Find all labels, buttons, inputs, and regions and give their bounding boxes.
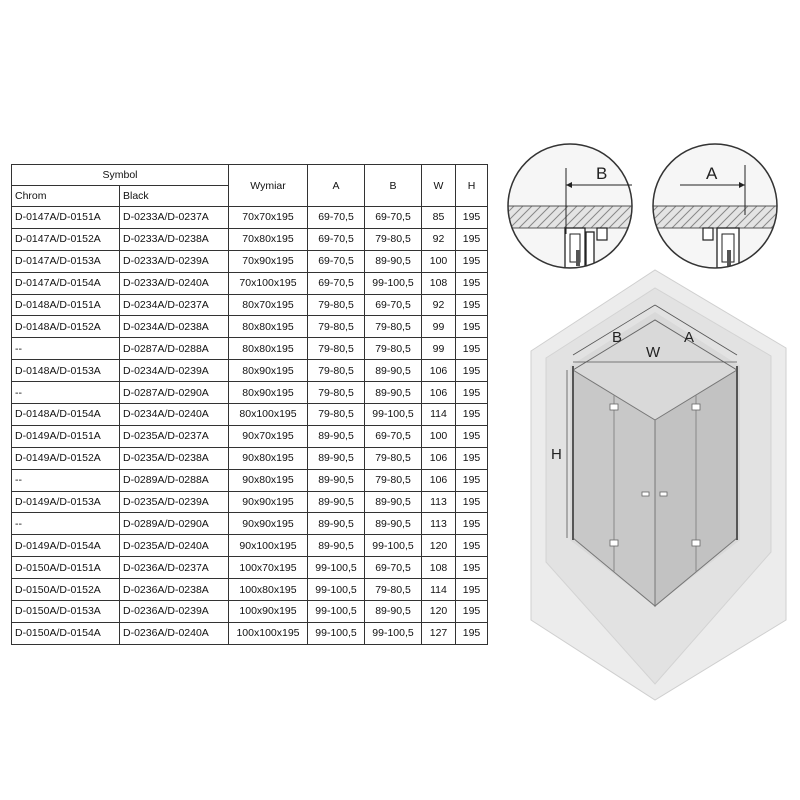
cell-h: 195: [456, 360, 488, 382]
cell-w: 106: [422, 447, 456, 469]
cell-h: 195: [456, 207, 488, 229]
cell-chrom: D-0147A/D-0154A: [12, 272, 120, 294]
header-w: W: [422, 165, 456, 207]
cell-a: 69-70,5: [308, 207, 365, 229]
cell-w: 120: [422, 535, 456, 557]
cell-a: 99-100,5: [308, 601, 365, 623]
cell-b: 79-80,5: [365, 316, 422, 338]
cell-chrom: D-0148A/D-0151A: [12, 294, 120, 316]
cell-black: D-0234A/D-0237A: [120, 294, 229, 316]
cell-black: D-0236A/D-0239A: [120, 601, 229, 623]
cell-wymiar: 80x70x195: [229, 294, 308, 316]
cell-black: D-0235A/D-0240A: [120, 535, 229, 557]
cell-black: D-0236A/D-0238A: [120, 579, 229, 601]
cell-chrom: D-0149A/D-0153A: [12, 491, 120, 513]
shower-enclosure-isometric: [531, 270, 786, 700]
cell-wymiar: 90x70x195: [229, 425, 308, 447]
cell-a: 99-100,5: [308, 579, 365, 601]
cell-w: 108: [422, 272, 456, 294]
cell-w: 106: [422, 382, 456, 404]
iso-b-label: B: [612, 329, 623, 346]
cell-w: 92: [422, 228, 456, 250]
cell-a: 89-90,5: [308, 513, 365, 535]
iso-h-label: H: [551, 446, 562, 463]
cell-black: D-0234A/D-0238A: [120, 316, 229, 338]
cell-chrom: D-0149A/D-0152A: [12, 447, 120, 469]
cell-wymiar: 100x80x195: [229, 579, 308, 601]
cell-h: 195: [456, 469, 488, 491]
cell-h: 195: [456, 425, 488, 447]
cell-w: 106: [422, 469, 456, 491]
cell-w: 113: [422, 513, 456, 535]
cell-chrom: D-0148A/D-0154A: [12, 404, 120, 426]
cell-a: 69-70,5: [308, 228, 365, 250]
cell-h: 195: [456, 513, 488, 535]
cell-black: D-0236A/D-0237A: [120, 557, 229, 579]
cell-wymiar: 70x80x195: [229, 228, 308, 250]
cell-chrom: D-0149A/D-0154A: [12, 535, 120, 557]
header-wymiar: Wymiar: [229, 165, 308, 207]
cell-w: 106: [422, 360, 456, 382]
cell-h: 195: [456, 447, 488, 469]
cell-wymiar: 90x80x195: [229, 447, 308, 469]
cell-b: 69-70,5: [365, 557, 422, 579]
cell-b: 99-100,5: [365, 622, 422, 644]
cell-wymiar: 80x80x195: [229, 316, 308, 338]
header-b: B: [365, 165, 422, 207]
cell-w: 85: [422, 207, 456, 229]
header-black: Black: [120, 186, 229, 207]
cell-w: 108: [422, 557, 456, 579]
cell-b: 79-80,5: [365, 579, 422, 601]
detail-b-label: B: [596, 164, 608, 183]
cell-h: 195: [456, 250, 488, 272]
cell-a: 89-90,5: [308, 425, 365, 447]
cell-h: 195: [456, 557, 488, 579]
cell-b: 79-80,5: [365, 447, 422, 469]
cell-b: 89-90,5: [365, 513, 422, 535]
cell-wymiar: 80x100x195: [229, 404, 308, 426]
iso-w-label: W: [646, 344, 661, 361]
cell-a: 79-80,5: [308, 338, 365, 360]
cell-h: 195: [456, 404, 488, 426]
cell-chrom: D-0147A/D-0153A: [12, 250, 120, 272]
cell-w: 99: [422, 338, 456, 360]
cell-black: D-0287A/D-0290A: [120, 382, 229, 404]
cell-b: 99-100,5: [365, 272, 422, 294]
cell-b: 89-90,5: [365, 360, 422, 382]
cell-chrom: D-0147A/D-0151A: [12, 207, 120, 229]
cell-h: 195: [456, 294, 488, 316]
cell-wymiar: 90x80x195: [229, 469, 308, 491]
cell-chrom: --: [12, 382, 120, 404]
cell-h: 195: [456, 579, 488, 601]
cell-a: 79-80,5: [308, 294, 365, 316]
detail-circle-a: [645, 140, 785, 280]
cell-w: 127: [422, 622, 456, 644]
cell-black: D-0289A/D-0288A: [120, 469, 229, 491]
cell-w: 114: [422, 404, 456, 426]
cell-a: 69-70,5: [308, 272, 365, 294]
cell-a: 89-90,5: [308, 535, 365, 557]
header-symbol: Symbol: [12, 165, 229, 186]
cell-wymiar: 80x90x195: [229, 360, 308, 382]
cell-h: 195: [456, 382, 488, 404]
cell-a: 89-90,5: [308, 469, 365, 491]
cell-chrom: D-0147A/D-0152A: [12, 228, 120, 250]
detail-a-label: A: [706, 164, 718, 183]
cell-w: 100: [422, 250, 456, 272]
cell-wymiar: 90x90x195: [229, 513, 308, 535]
cell-w: 100: [422, 425, 456, 447]
cell-chrom: D-0149A/D-0151A: [12, 425, 120, 447]
cell-black: D-0236A/D-0240A: [120, 622, 229, 644]
cell-h: 195: [456, 622, 488, 644]
cell-chrom: D-0150A/D-0152A: [12, 579, 120, 601]
cell-h: 195: [456, 228, 488, 250]
cell-w: 120: [422, 601, 456, 623]
cell-a: 99-100,5: [308, 622, 365, 644]
cell-h: 195: [456, 601, 488, 623]
cell-wymiar: 70x90x195: [229, 250, 308, 272]
cell-b: 89-90,5: [365, 250, 422, 272]
cell-chrom: D-0150A/D-0151A: [12, 557, 120, 579]
cell-black: D-0235A/D-0237A: [120, 425, 229, 447]
cell-black: D-0233A/D-0237A: [120, 207, 229, 229]
detail-circle-b: [500, 140, 640, 280]
header-a: A: [308, 165, 365, 207]
cell-wymiar: 100x100x195: [229, 622, 308, 644]
cell-b: 69-70,5: [365, 425, 422, 447]
cell-black: D-0234A/D-0239A: [120, 360, 229, 382]
cell-black: D-0235A/D-0239A: [120, 491, 229, 513]
cell-black: D-0233A/D-0239A: [120, 250, 229, 272]
cell-b: 89-90,5: [365, 382, 422, 404]
cell-chrom: --: [12, 513, 120, 535]
cell-a: 79-80,5: [308, 316, 365, 338]
cell-chrom: D-0148A/D-0153A: [12, 360, 120, 382]
header-chrom: Chrom: [12, 186, 120, 207]
cell-b: 79-80,5: [365, 228, 422, 250]
cell-wymiar: 70x100x195: [229, 272, 308, 294]
cell-black: D-0233A/D-0240A: [120, 272, 229, 294]
cell-a: 69-70,5: [308, 250, 365, 272]
cell-wymiar: 80x80x195: [229, 338, 308, 360]
cell-w: 114: [422, 579, 456, 601]
cell-b: 69-70,5: [365, 207, 422, 229]
cell-b: 79-80,5: [365, 338, 422, 360]
cell-h: 195: [456, 491, 488, 513]
cell-b: 99-100,5: [365, 404, 422, 426]
cell-wymiar: 100x90x195: [229, 601, 308, 623]
cell-w: 92: [422, 294, 456, 316]
cell-a: 89-90,5: [308, 491, 365, 513]
cell-w: 99: [422, 316, 456, 338]
cell-chrom: --: [12, 469, 120, 491]
cell-chrom: D-0148A/D-0152A: [12, 316, 120, 338]
header-h: H: [456, 165, 488, 207]
cell-wymiar: 70x70x195: [229, 207, 308, 229]
cell-black: D-0233A/D-0238A: [120, 228, 229, 250]
cell-h: 195: [456, 338, 488, 360]
iso-a-label: A: [684, 329, 695, 346]
cell-black: D-0235A/D-0238A: [120, 447, 229, 469]
cell-b: 99-100,5: [365, 535, 422, 557]
cell-b: 89-90,5: [365, 491, 422, 513]
cell-h: 195: [456, 535, 488, 557]
cell-h: 195: [456, 316, 488, 338]
cell-wymiar: 90x100x195: [229, 535, 308, 557]
cell-a: 89-90,5: [308, 447, 365, 469]
cell-w: 113: [422, 491, 456, 513]
cell-b: 69-70,5: [365, 294, 422, 316]
cell-black: D-0289A/D-0290A: [120, 513, 229, 535]
cell-black: D-0234A/D-0240A: [120, 404, 229, 426]
cell-wymiar: 80x90x195: [229, 382, 308, 404]
cell-a: 79-80,5: [308, 382, 365, 404]
cell-h: 195: [456, 272, 488, 294]
cell-a: 79-80,5: [308, 404, 365, 426]
cell-chrom: D-0150A/D-0153A: [12, 601, 120, 623]
cell-wymiar: 90x90x195: [229, 491, 308, 513]
cell-wymiar: 100x70x195: [229, 557, 308, 579]
cell-a: 79-80,5: [308, 360, 365, 382]
cell-a: 99-100,5: [308, 557, 365, 579]
cell-chrom: D-0150A/D-0154A: [12, 622, 120, 644]
cell-chrom: --: [12, 338, 120, 360]
cell-black: D-0287A/D-0288A: [120, 338, 229, 360]
cell-b: 79-80,5: [365, 469, 422, 491]
cell-b: 89-90,5: [365, 601, 422, 623]
